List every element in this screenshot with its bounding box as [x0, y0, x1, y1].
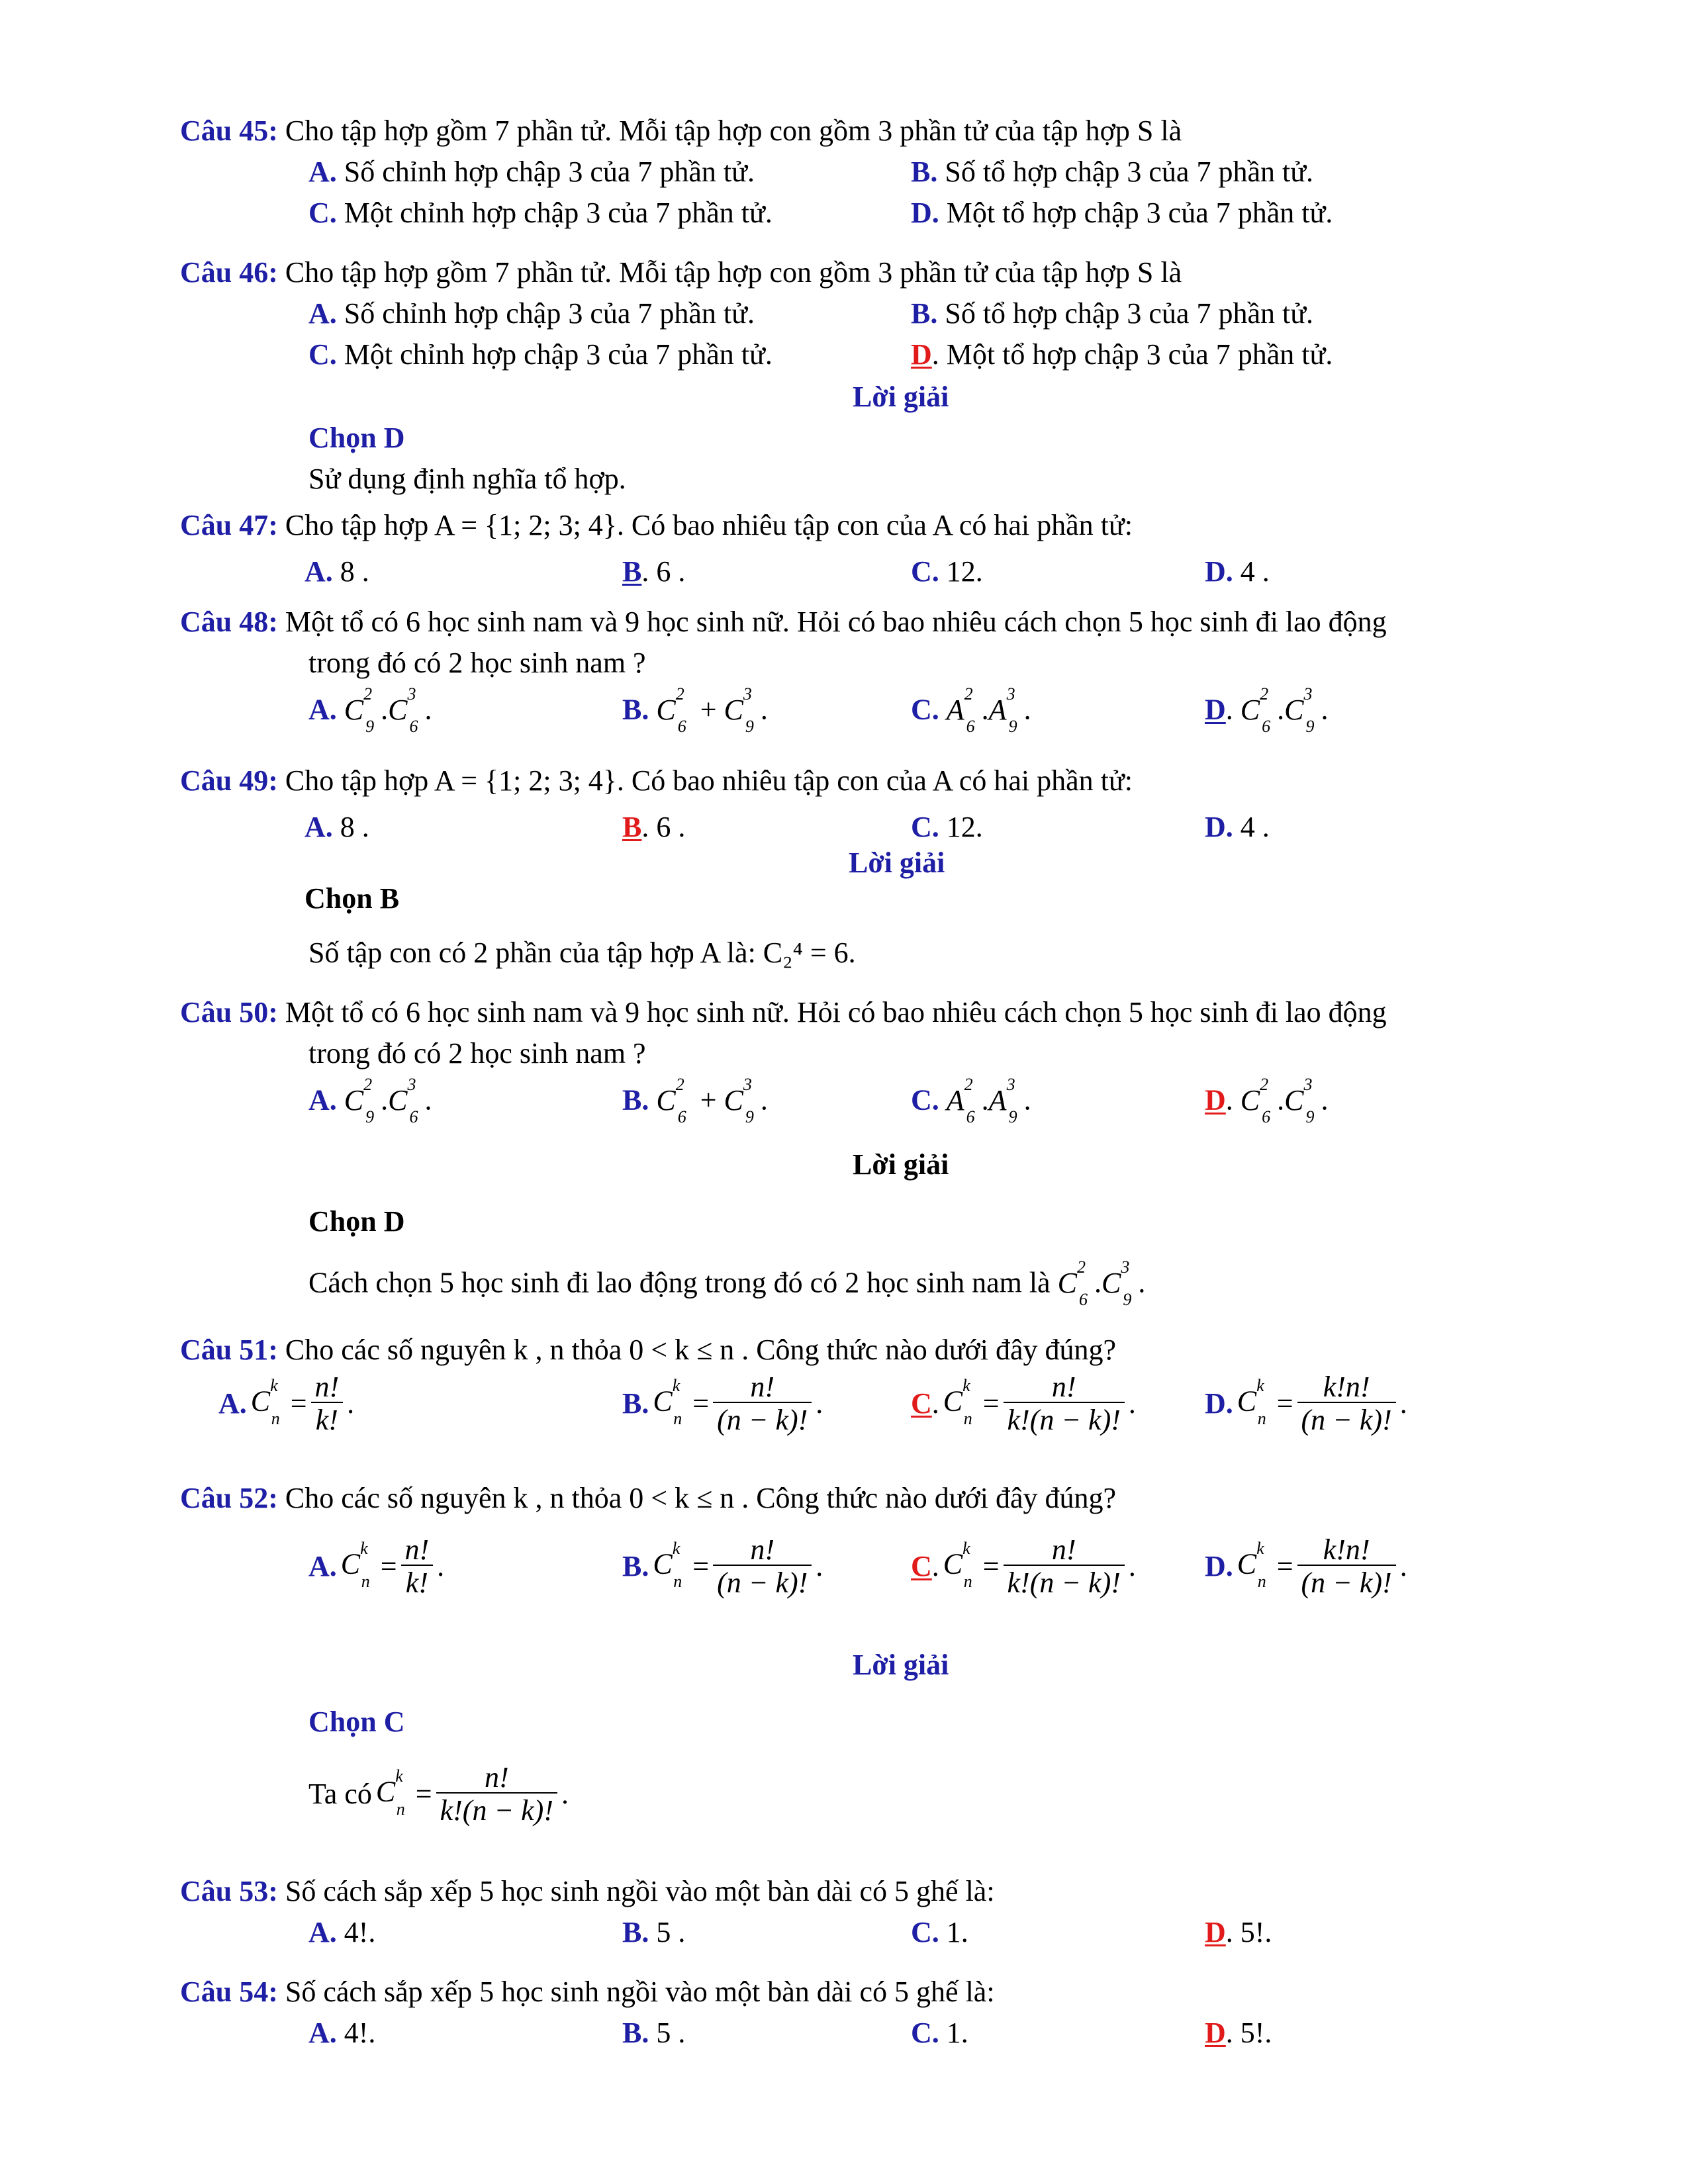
fraction: $\frac{n!}{k!}$: [401, 1535, 434, 1598]
option-a[interactable]: [308, 684, 432, 737]
question-text: Số cách sắp xếp 5 học sinh ngồi vào một bàn dài có 5 ghế là:: [285, 1976, 995, 2008]
fraction: $\frac{n!}{k!}$: [311, 1373, 344, 1435]
fraction: $\frac{n!}{k!(n - k)!}$: [1004, 1535, 1125, 1598]
question-50: [180, 998, 1387, 1027]
solution-text: Sử dụng định nghĩa tổ hợp.: [308, 463, 626, 495]
option-b[interactable]: B. $C^k_n$ = $\frac{n!}{(n - k)!}$ .: [622, 1371, 823, 1436]
option-label: B.: [911, 156, 938, 188]
option-label: D: [1205, 693, 1226, 726]
option-text: . Một tổ hợp chập 3 của 7 phần tử.: [931, 338, 1333, 371]
question-text: Cho tập hợp gồm 7 phần tử. Mỗi tập hợp con gồm 3 phần tử của tập hợp S là: [285, 114, 1182, 147]
option-text: 12.: [946, 811, 983, 843]
option-label: B: [622, 555, 642, 588]
question-text: Cho tập hợp A = {1; 2; 3; 4}. Có bao nhiêu tập con của A có hai phần tử:: [285, 509, 1133, 541]
option-c[interactable]: [911, 813, 983, 842]
question-46: [180, 258, 1182, 287]
solution-heading: Lời giải: [853, 381, 949, 413]
option-text: Số tổ hợp chập 3 của 7 phần tử.: [945, 156, 1314, 188]
option-text: Số tổ hợp chập 3 của 7 phần tử.: [945, 297, 1314, 330]
option-label: D: [1205, 1083, 1226, 1116]
option-text: 4!.: [344, 2017, 376, 2049]
option-label: B: [622, 811, 642, 843]
option-c[interactable]: C. $C^k_n$ = $\frac{n!}{k!(n - k)!}$ .: [911, 1371, 1136, 1436]
option-b[interactable]: [622, 813, 685, 842]
option-label: C.: [911, 2017, 939, 2049]
solution-text-body: Cách chọn 5 học sinh đi lao động trong đó có 2 học sinh nam là: [308, 1266, 1051, 1299]
question-text: Một tổ có 6 học sinh nam và 9 học sinh nữ. Hỏi có bao nhiêu cách chọn 5 học sinh đi lao động: [285, 606, 1387, 638]
formula: $C^2_6.C^3_9$.: [1240, 684, 1329, 737]
question-label: Câu 45:: [180, 114, 278, 147]
question-label: Câu 47:: [180, 509, 278, 541]
option-d[interactable]: D. $C^k_n$ = $\frac{k!n!}{(n - k)!}$ .: [1205, 1533, 1407, 1599]
option-b[interactable]: [622, 684, 768, 737]
option-a[interactable]: [308, 1075, 432, 1127]
option-text: 8 .: [340, 555, 369, 588]
solution-text: Cách chọn 5 học sinh đi lao động trong đó có 2 học sinh nam là $C^2_6.C^3_9$.: [308, 1257, 1146, 1310]
option-label: C: [911, 1550, 932, 1582]
question-label: Câu 53:: [180, 1875, 278, 1907]
option-text: Số chỉnh hợp chập 3 của 7 phần tử.: [344, 297, 755, 330]
option-label: A.: [305, 555, 333, 588]
option-text: . 6 .: [641, 811, 686, 843]
option-label: D.: [1205, 1550, 1233, 1582]
option-b[interactable]: [911, 158, 1313, 187]
option-c[interactable]: [308, 340, 773, 369]
option-label: D.: [1205, 811, 1233, 843]
question-text-cont: trong đó có 2 học sinh nam ?: [308, 1037, 646, 1069]
question-text: Số cách sắp xếp 5 học sinh ngồi vào một bàn dài có 5 ghế là:: [285, 1875, 995, 1907]
option-d[interactable]: [1205, 1918, 1272, 1947]
question-label: Câu 48:: [180, 606, 278, 638]
question-label: Câu 54:: [180, 1976, 278, 2008]
option-label: A.: [308, 2017, 337, 2049]
option-d[interactable]: [1205, 2019, 1272, 2048]
formula: $A^2_6.A^3_9$.: [946, 684, 1031, 737]
option-a[interactable]: A. $C^k_n$ = $\frac{n!}{k!}$ .: [308, 1533, 445, 1599]
option-text: Một chỉnh hợp chập 3 của 7 phần tử.: [344, 338, 773, 371]
question-label: Câu 51:: [180, 1334, 278, 1366]
option-text: . 5!.: [1225, 2017, 1272, 2049]
fraction: $\frac{k!n!}{(n - k)!}$: [1297, 1373, 1396, 1435]
option-d[interactable]: [1205, 557, 1270, 586]
option-label: A.: [218, 1387, 247, 1420]
option-label: D.: [911, 197, 939, 229]
option-text: 4!.: [344, 1916, 376, 1948]
answer-choice: Chọn D: [308, 422, 405, 454]
question-49: [180, 766, 1133, 796]
option-text: . 6 .: [641, 555, 686, 588]
option-c[interactable]: [308, 199, 773, 228]
option-b[interactable]: [911, 299, 1313, 328]
option-b[interactable]: [622, 557, 685, 586]
formula: $C^2_9.C^3_6$.: [344, 1075, 432, 1127]
question-53: [180, 1877, 995, 1906]
option-text: 8 .: [340, 811, 369, 843]
option-a[interactable]: [308, 158, 755, 187]
answer-choice: Chọn C: [308, 1706, 405, 1738]
option-b[interactable]: [622, 1075, 768, 1127]
option-text: Một chỉnh hợp chập 3 của 7 phần tử.: [344, 197, 773, 229]
formula: $C^2_6.C^3_9$.: [1240, 1075, 1329, 1127]
option-label: B.: [622, 1550, 649, 1582]
option-c[interactable]: [911, 1918, 968, 1947]
option-d[interactable]: [1205, 813, 1270, 842]
option-label: C.: [911, 1916, 939, 1948]
option-a[interactable]: [308, 299, 755, 328]
option-label: D.: [1205, 1387, 1233, 1420]
question-text-cont: trong đó có 2 học sinh nam ?: [308, 647, 646, 679]
question-text: Cho các số nguyên k , n thỏa 0 < k ≤ n . Công thức nào dưới đây đúng?: [285, 1334, 1117, 1366]
option-d[interactable]: [911, 340, 1333, 369]
solution-text: Số tập con có 2 phần của tập hợp A là: C₂⁴ = 6.: [308, 936, 856, 969]
option-label: C.: [911, 1083, 939, 1116]
question-label: Câu 52:: [180, 1482, 278, 1514]
solution-formula: Ta có $C^k_n$ = $\frac{n!}{k!(n - k)!}$ .: [308, 1761, 569, 1827]
option-label: B.: [622, 693, 649, 726]
question-text: Cho tập hợp A = {1; 2; 3; 4}. Có bao nhiêu tập con của A có hai phần tử:: [285, 764, 1133, 797]
question-text: Cho các số nguyên k , n thỏa 0 < k ≤ n . Công thức nào dưới đây đúng?: [285, 1482, 1117, 1514]
question-45: [180, 116, 1182, 146]
fraction: $\frac{n!}{(n - k)!}$: [713, 1535, 812, 1598]
option-a[interactable]: [308, 2019, 375, 2048]
option-label: B.: [622, 1916, 649, 1948]
option-d[interactable]: D. $C^2_6.C^3_9$.: [1205, 684, 1329, 737]
option-label: A.: [308, 1550, 337, 1582]
option-label: D: [1205, 2017, 1226, 2049]
option-label: A.: [308, 1083, 337, 1116]
option-a[interactable]: [305, 557, 369, 586]
option-label: B.: [622, 1387, 649, 1420]
option-label: C.: [911, 693, 939, 726]
option-label: B.: [911, 297, 938, 330]
fraction: $\frac{n!}{k!(n - k)!}$: [436, 1763, 557, 1825]
option-text: 12.: [946, 555, 983, 588]
option-text: 1.: [946, 2017, 968, 2049]
option-c[interactable]: [911, 684, 1031, 737]
option-c[interactable]: [911, 2019, 968, 2048]
option-text: Một tổ hợp chập 3 của 7 phần tử.: [946, 197, 1333, 229]
option-label: C.: [308, 338, 337, 371]
fraction: $\frac{n!}{(n - k)!}$: [713, 1373, 812, 1435]
option-text: 1.: [946, 1916, 968, 1948]
option-a[interactable]: A. $C^k_n$ = $\frac{n!}{k!}$ .: [218, 1371, 355, 1436]
option-label: C.: [911, 555, 939, 588]
answer-choice: Chọn D: [308, 1205, 405, 1238]
option-d[interactable]: [911, 199, 1333, 228]
option-label: A.: [308, 1916, 337, 1948]
question-label: Câu 50:: [180, 996, 278, 1028]
fraction: $\frac{k!n!}{(n - k)!}$: [1297, 1535, 1396, 1598]
option-text: Số chỉnh hợp chập 3 của 7 phần tử.: [344, 156, 755, 188]
option-label: C.: [308, 197, 337, 229]
option-c[interactable]: [911, 557, 983, 586]
option-d[interactable]: D. $C^2_6.C^3_9$.: [1205, 1075, 1329, 1127]
solution-text: Ta có: [308, 1778, 372, 1810]
option-c[interactable]: C. $C^k_n$ = $\frac{n!}{k!(n - k)!}$ .: [911, 1533, 1136, 1599]
question-52: [180, 1484, 1116, 1513]
option-b[interactable]: B. $C^k_n$ = $\frac{n!}{(n - k)!}$ .: [622, 1533, 823, 1599]
option-text: 4 .: [1240, 811, 1270, 843]
option-a[interactable]: [305, 813, 369, 842]
option-label: D: [911, 338, 932, 371]
option-text: 4 .: [1240, 555, 1270, 588]
question-text: Một tổ có 6 học sinh nam và 9 học sinh nữ. Hỏi có bao nhiêu cách chọn 5 học sinh đi lao động: [285, 996, 1387, 1028]
option-label: A.: [305, 811, 333, 843]
solution-heading: Lời giải: [853, 1148, 949, 1181]
option-label: B.: [622, 2017, 649, 2049]
formula: $A^2_6.A^3_9$.: [946, 1075, 1031, 1127]
option-c[interactable]: [911, 1075, 1031, 1127]
option-label: D.: [1205, 555, 1233, 588]
question-47: [180, 511, 1133, 540]
question-51: [180, 1336, 1116, 1365]
question-label: Câu 49:: [180, 764, 278, 797]
question-54: [180, 1978, 995, 2007]
question-label: Câu 46:: [180, 256, 278, 289]
fraction: $\frac{n!}{k!(n - k)!}$: [1004, 1373, 1125, 1435]
option-label: B.: [622, 1083, 649, 1116]
option-label: C: [911, 1387, 932, 1420]
question-48: [180, 608, 1387, 637]
option-label: C.: [911, 811, 939, 843]
option-label: A.: [308, 693, 337, 726]
option-label: A.: [308, 297, 337, 330]
option-text: 5 .: [656, 1916, 686, 1948]
option-a[interactable]: [308, 1918, 375, 1947]
option-b[interactable]: [622, 2019, 685, 2048]
solution-heading: Lời giải: [853, 1649, 949, 1681]
option-text: . 5!.: [1225, 1916, 1272, 1948]
option-label: A.: [308, 156, 337, 188]
formula: $C^2_6 + C^3_9$.: [656, 1075, 768, 1127]
option-label: D: [1205, 1916, 1226, 1948]
formula: $C^2_9.C^3_6$.: [344, 684, 432, 737]
option-d[interactable]: D. $C^k_n$ = $\frac{k!n!}{(n - k)!}$ .: [1205, 1371, 1407, 1436]
question-text: Cho tập hợp gồm 7 phần tử. Mỗi tập hợp con gồm 3 phần tử của tập hợp S là: [285, 256, 1182, 289]
answer-choice: Chọn B: [305, 882, 400, 915]
option-text: 5 .: [656, 2017, 686, 2049]
option-b[interactable]: [622, 1918, 685, 1947]
formula: $C^2_6 + C^3_9$.: [656, 684, 768, 737]
solution-heading: Lời giải: [849, 846, 945, 879]
